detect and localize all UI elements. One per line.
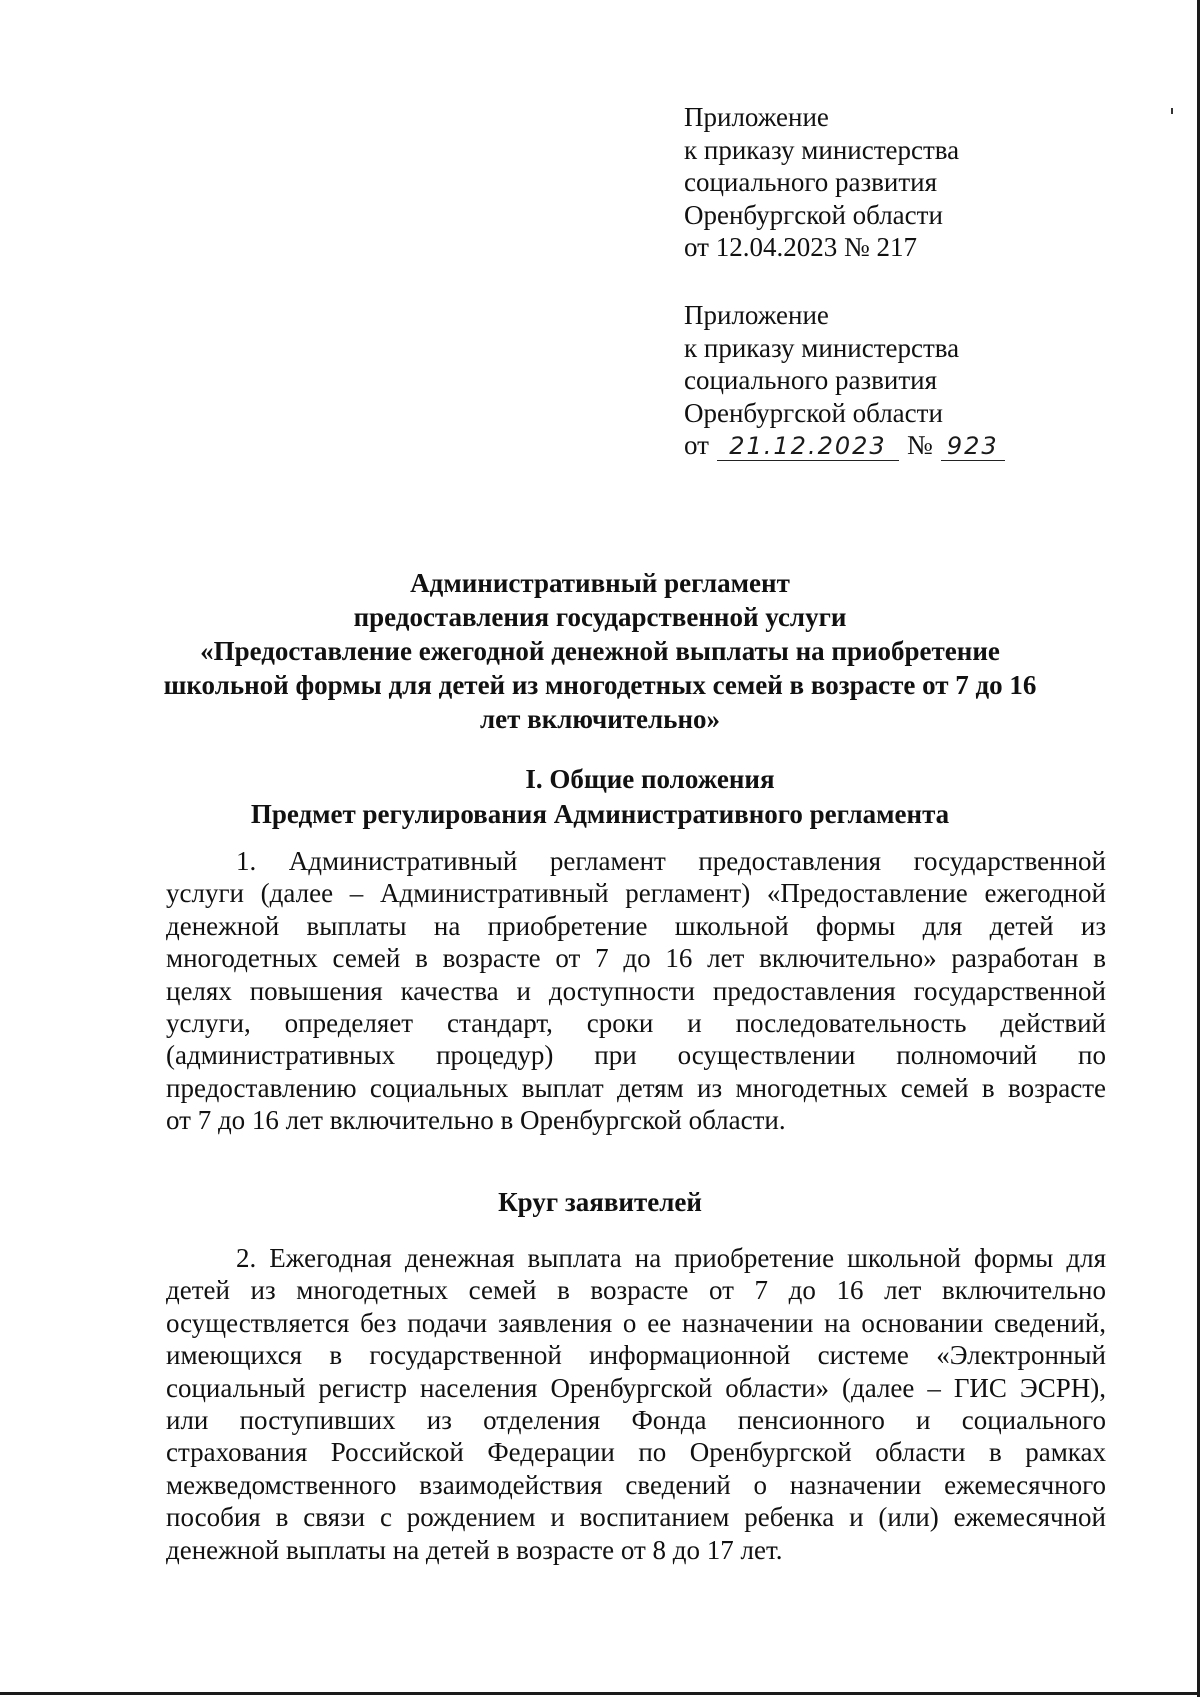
- appendix-block-amendment: [684, 299, 1124, 462]
- title-line: «Предоставление ежегодной денежной выплаты на приобретение: [200, 636, 1000, 666]
- paragraph-line: имеющихся в государственной информационной системе «Электронный: [166, 1340, 1106, 1371]
- appendix-line: к приказу министерства: [684, 332, 960, 363]
- paragraph-line: денежной выплаты на детей в возрасте от 8 до 17 лет.: [166, 1534, 783, 1565]
- date-prefix: от: [684, 430, 709, 460]
- title-line: Административный регламент: [410, 568, 790, 598]
- section-subtitle: Предмет регулирования Административного регламента: [250, 799, 950, 829]
- paragraph-line: от 7 до 16 лет включительно в Оренбургской области.: [166, 1105, 786, 1136]
- paragraph-line: осуществляется без подачи заявления о ее назначении на основании сведений,: [166, 1307, 1106, 1338]
- paragraph-line: страхования Российской Федерации по Оренбургской области в рамках: [166, 1437, 1106, 1468]
- paragraph-1: [166, 845, 1106, 1137]
- paragraph-line: 1. Административный регламент предоставления государственной: [236, 846, 1106, 876]
- paragraph-line: услуги (далее – Административный регламент) «Предоставление ежегодной: [166, 878, 1106, 909]
- paragraph-line: или поступивших из отделения Фонда пенсионного и социального: [166, 1405, 1106, 1436]
- appendix-line: социального развития: [684, 365, 938, 395]
- appendix-line: к приказу министерства: [684, 134, 960, 165]
- paragraph-line: предоставлению социальных выплат детям из многодетных семей в возрасте: [166, 1072, 1106, 1103]
- paragraph-line: детей из многодетных семей в возрасте от 7 до 16 лет включительно: [166, 1275, 1106, 1306]
- handwritten-date: 21.12.2023: [717, 432, 899, 461]
- appendix-block-original: [684, 101, 1124, 264]
- section-heading: [150, 762, 1050, 832]
- paragraph-line: пособия в связи с рождением и воспитанием ребенка и (или) ежемесячной: [166, 1502, 1106, 1533]
- page-edge-bottom: [0, 1692, 1200, 1695]
- paragraph-line: социальный регистр населения Оренбургской области» (далее – ГИС ЭСРН),: [166, 1372, 1106, 1403]
- paragraph-line: денежной выплаты на приобретение школьной формы для детей из: [166, 910, 1106, 941]
- section-title: I. Общие положения: [525, 764, 775, 794]
- appendix-line: Приложение: [684, 300, 829, 330]
- paragraph-line: межведомственного взаимодействия сведений о назначении ежемесячного: [166, 1469, 1106, 1500]
- paragraph-line: многодетных семей в возрасте от 7 до 16 лет включительно» разработан в: [166, 943, 1106, 974]
- title-line: предоставления государственной услуги: [353, 602, 847, 632]
- applicants-heading: Круг заявителей: [498, 1187, 702, 1217]
- paragraph-line: (административных процедур) при осуществлении полномочий по: [166, 1040, 1106, 1071]
- paragraph-line: услуги, определяет стандарт, сроки и последовательность действий: [166, 1008, 1106, 1039]
- paragraph-2: [166, 1242, 1106, 1566]
- number-sign: №: [906, 430, 933, 460]
- title-line: школьной формы для детей из многодетных семей в возрасте от 7 до 16: [163, 670, 1037, 700]
- document-title: [150, 566, 1050, 736]
- paragraph-line: 2. Ежегодная денежная выплата на приобретение школьной формы для: [236, 1243, 1106, 1273]
- appendix-line: социального развития: [684, 167, 938, 197]
- appendix-date-line: [684, 429, 1124, 462]
- appendix-line: Оренбургской области: [684, 397, 943, 428]
- title-line: лет включительно»: [479, 704, 721, 734]
- appendix-line: Оренбургской области: [684, 199, 943, 230]
- appendix-line: Приложение: [684, 102, 829, 132]
- scan-tick-mark: [1171, 108, 1173, 114]
- paragraph-line: целях повышения качества и доступности предоставления государственной: [166, 975, 1106, 1006]
- handwritten-order-number: 923: [941, 432, 1005, 461]
- appendix-line: от 12.04.2023 № 217: [684, 232, 917, 262]
